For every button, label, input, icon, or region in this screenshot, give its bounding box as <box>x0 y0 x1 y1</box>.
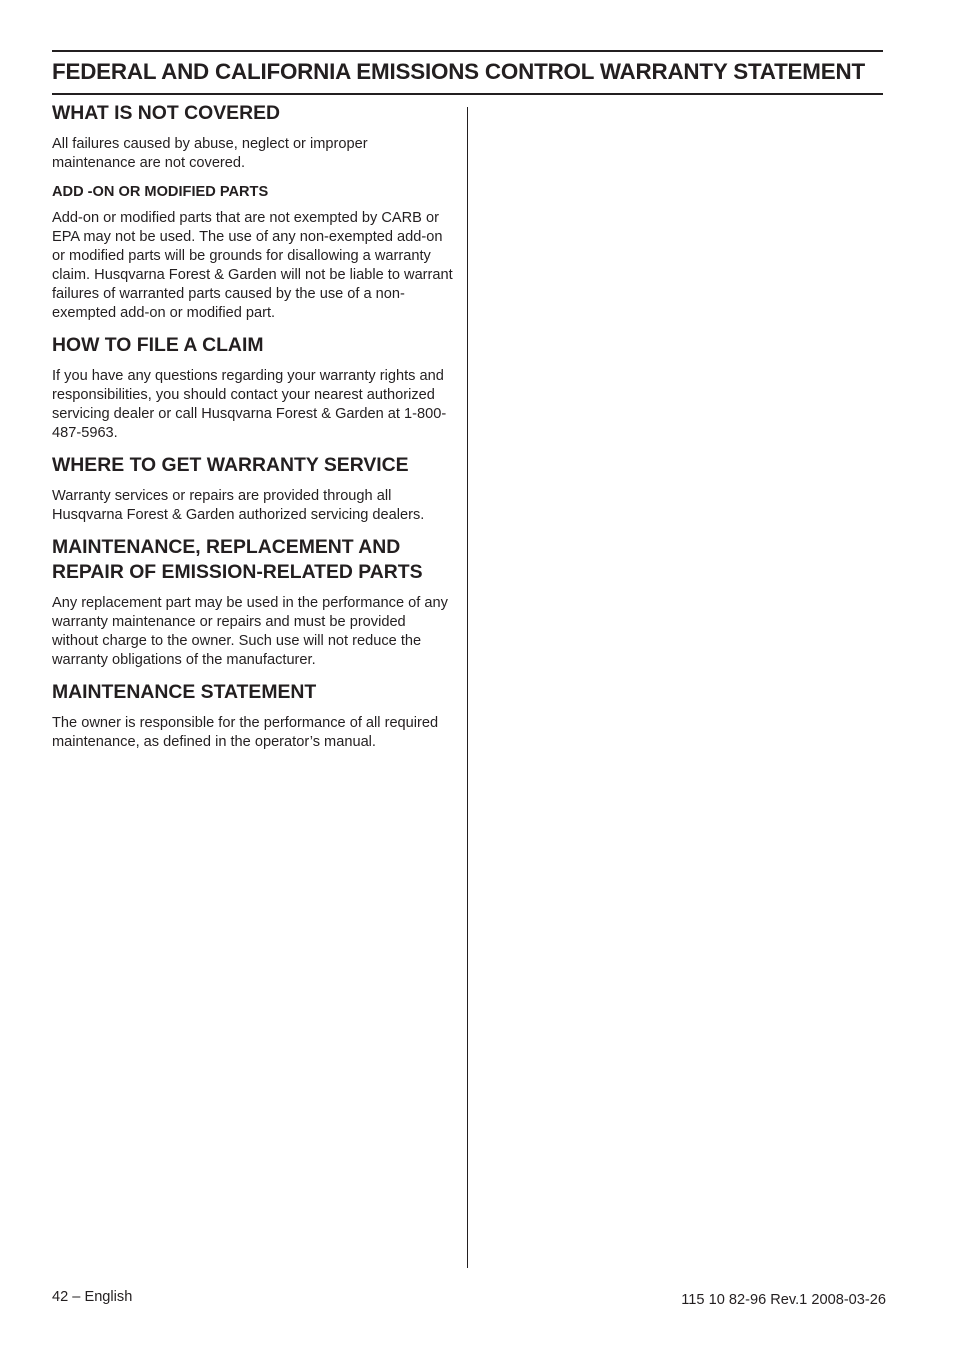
title-rule-bottom <box>52 93 883 95</box>
body-maintenance-statement: The owner is responsible for the performance of all required maintenance, as defined in the operator’s manual. <box>52 715 439 750</box>
section-maintenance-parts <box>52 535 454 670</box>
body-addon: Add-on or modified parts that are not exempted by CARB or EPA may not be used. The use of any non-exempted add-on or modified parts will be grounds for disallowing a warranty claim. Husqvarna Forest & Garden will not be liable to warrant failures of warranted parts caused by the use of a non-exempted add-on or modified part. <box>52 210 453 321</box>
heading-file-claim: HOW TO FILE A CLAIM <box>52 334 264 356</box>
body-file-claim: If you have any questions regarding your warranty rights and responsibilities, you should contact your nearest authorized servicing dealer or call Husqvarna Forest & Garden at 1-800-487-5963. <box>52 368 447 441</box>
heading-maintenance-parts: MAINTENANCE, REPLACEMENT AND REPAIR OF EMISSION-RELATED PARTS <box>52 536 423 583</box>
body-maintenance-parts: Any replacement part may be used in the performance of any warranty maintenance or repairs and must be provided without charge to the owner. Such use will not reduce the warranty obligations of the manufacturer. <box>52 595 448 668</box>
body-where-service: Warranty services or repairs are provided through all Husqvarna Forest & Garden authorized servicing dealers. <box>52 488 425 523</box>
footer-doc-id: 115 10 82-96 Rev.1 2008-03-26 <box>681 1292 886 1308</box>
heading-maintenance-statement: MAINTENANCE STATEMENT <box>52 681 317 703</box>
left-column <box>52 101 454 752</box>
section-addon <box>52 182 454 323</box>
body-not-covered: All failures caused by abuse, neglect or improper maintenance are not covered. <box>52 136 368 171</box>
subheading-addon: ADD -ON OR MODIFIED PARTS <box>52 184 269 200</box>
section-where-service <box>52 453 454 525</box>
title-rule-top <box>52 50 883 52</box>
column-divider <box>467 107 468 1268</box>
footer-page-number: 42 – English <box>52 1289 133 1305</box>
section-maintenance-statement <box>52 680 454 752</box>
heading-not-covered: WHAT IS NOT COVERED <box>52 102 281 124</box>
section-not-covered <box>52 101 454 173</box>
page-title: FEDERAL AND CALIFORNIA EMISSIONS CONTROL WARRANTY STATEMENT <box>52 59 865 84</box>
section-file-claim <box>52 333 454 443</box>
heading-where-service: WHERE TO GET WARRANTY SERVICE <box>52 454 409 476</box>
